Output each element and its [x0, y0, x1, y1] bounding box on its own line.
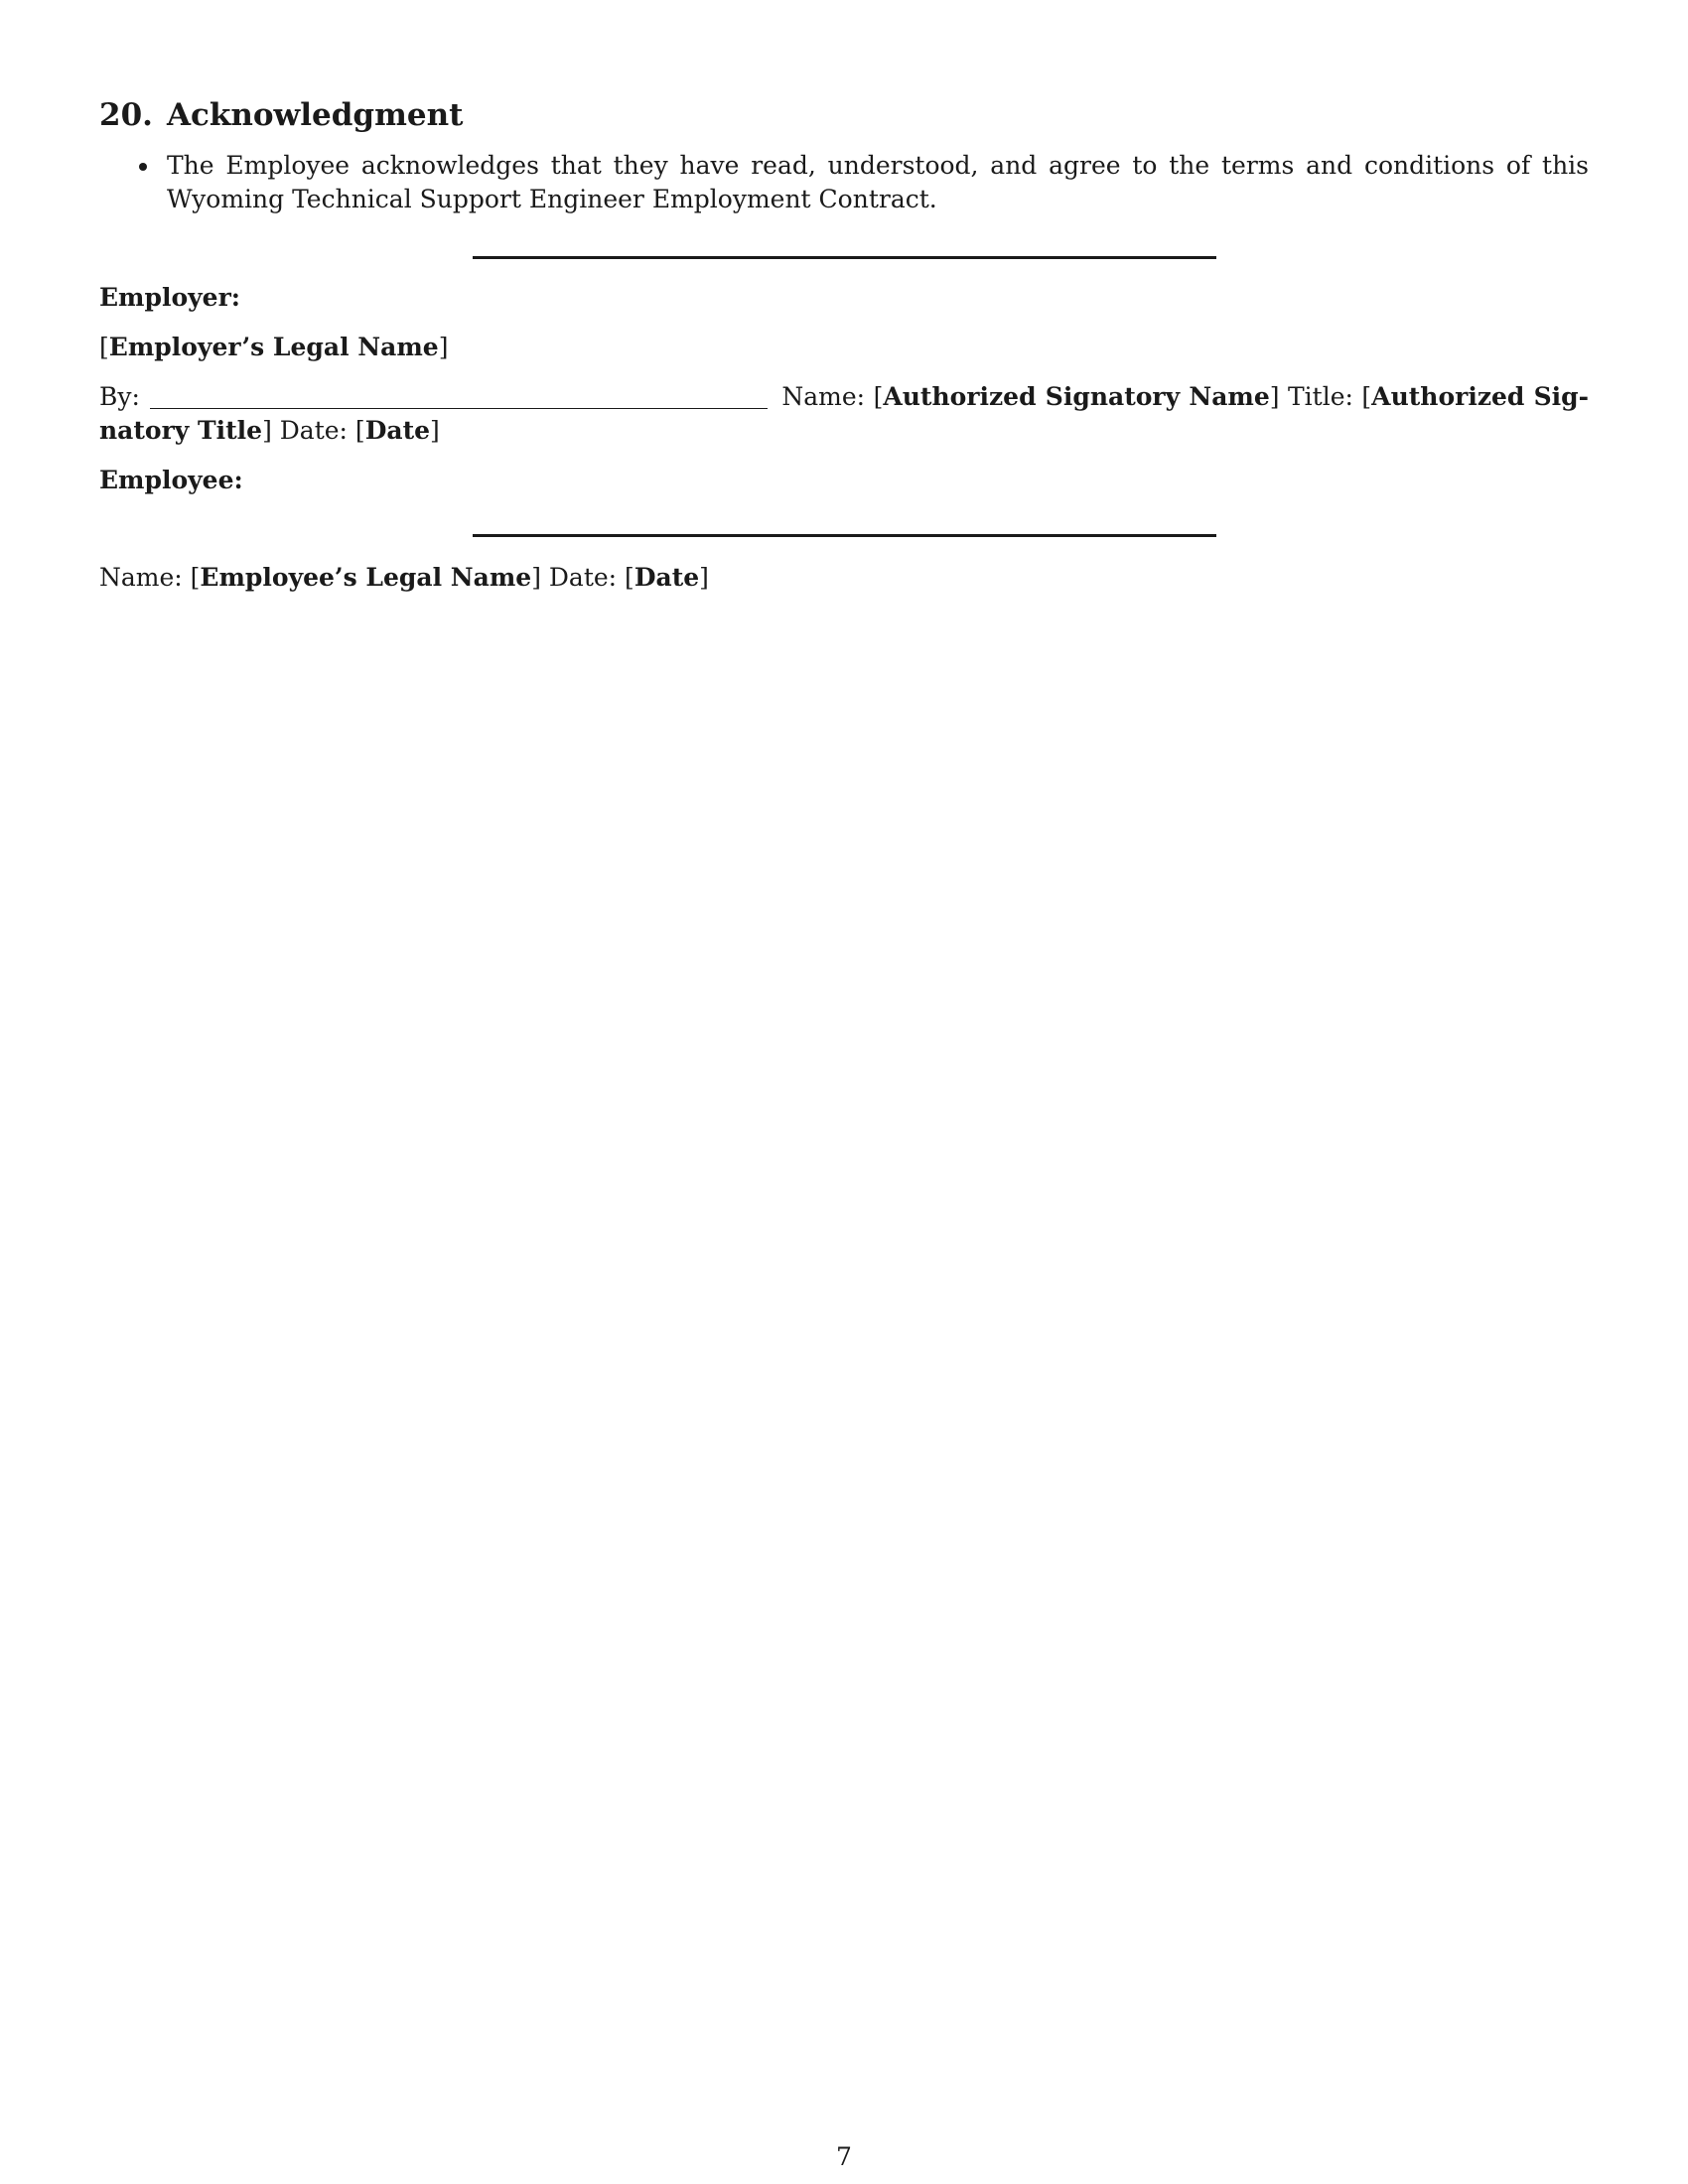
employer-label: Employer:	[99, 283, 240, 312]
signatory-title-label: Title:	[1288, 382, 1353, 411]
employee-label: Employee:	[99, 466, 243, 494]
signatory-name-placeholder: Authorized Signatory Name	[883, 382, 1270, 411]
employee-name-placeholder: Employee’s Legal Name	[200, 563, 532, 592]
signatory-line-1: By: Name: [Authorized Signatory Name] Title: [Authorized Sig-	[99, 382, 1590, 411]
bullet-icon	[139, 163, 147, 171]
page-number: 7	[836, 2142, 852, 2171]
signatory-title-placeholder-part1: Authorized Sig-	[1371, 382, 1590, 411]
acknowledgment-list	[99, 149, 1589, 216]
employee-name-label: Name:	[99, 563, 183, 592]
acknowledgment-text: The Employee acknowledges that they have read, understood, and agree to the terms and conditions of this Wyoming Technical Support Engineer Employment Contract.	[167, 151, 1589, 213]
employer-date-placeholder: Date	[364, 416, 431, 445]
employer-legal-name: [Employer’s Legal Name]	[99, 333, 449, 361]
list-item	[99, 149, 1589, 216]
section-heading	[99, 93, 463, 137]
employer-date-label: Date:	[279, 416, 348, 445]
signatory-line-2: natory Title] Date: [Date]	[99, 416, 440, 445]
by-signature-blank	[150, 408, 768, 409]
signatory-name-label: Name:	[781, 382, 866, 411]
employer-signature-line	[473, 256, 1216, 259]
employer-signatory-block	[99, 380, 1589, 448]
employee-date-placeholder: Date	[633, 563, 700, 592]
signatory-title-placeholder-part2: natory Title	[99, 416, 263, 445]
employee-signature-line	[473, 534, 1216, 537]
section-title: Acknowledgment	[166, 97, 464, 133]
employee-name-date-line: Name: [Employee’s Legal Name] Date: [Date]	[99, 563, 709, 592]
section-number: 20.	[99, 97, 153, 133]
by-label: By:	[99, 382, 140, 411]
employer-legal-name-placeholder: Employer’s Legal Name	[108, 333, 439, 361]
employee-date-label: Date:	[548, 563, 618, 592]
